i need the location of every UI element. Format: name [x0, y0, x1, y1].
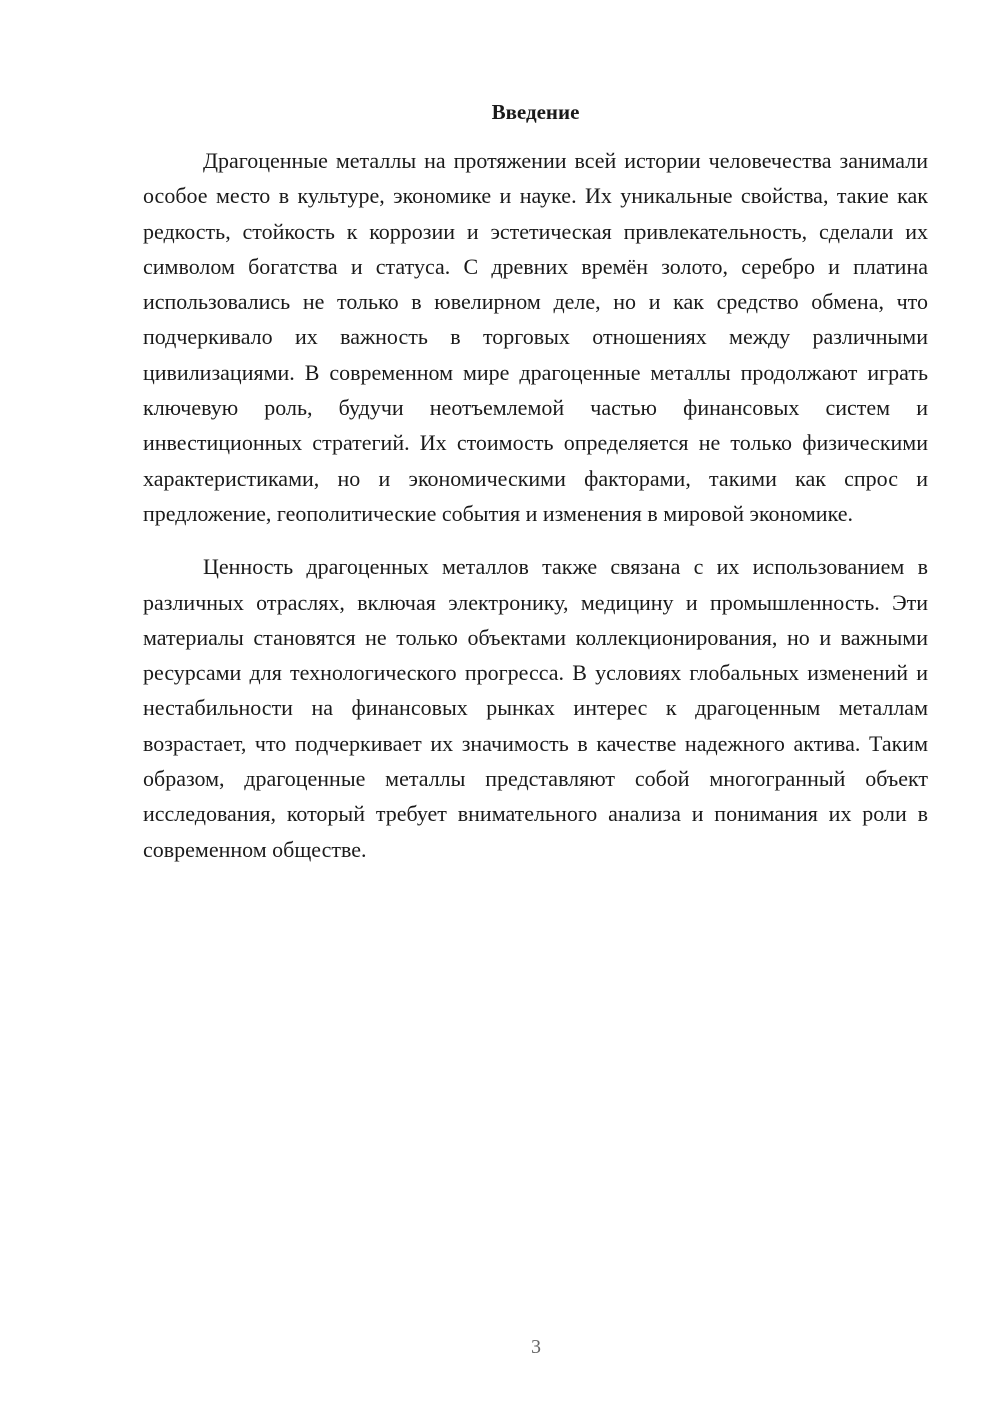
section-heading: Введение	[491, 100, 580, 124]
page-number: 3	[531, 1336, 541, 1358]
paragraph-1: Драгоценные металлы на протяжении всей истории человечества занимали особое место в культуре, экономике и науке. Их уникальные свойства, такие как редкость, стойкость к коррозии и эстетическая привлекательность, сделали их символом богатства и статуса. С древних времён золото, серебро и платина использовались не только в ювелирном деле, но и как средство обмена, что подчеркивало их важность в торговых отношениях между различными цивилизациями. В современном мире драгоценные металлы продолжают играть ключевую роль, будучи неотъемлемой частью финансовых систем и инвестиционных стратегий. Их стоимость определяется не только физическими характеристиками, но и экономическими факторами, такими как спрос и предложение, геополитические события и изменения в мировой экономике.	[143, 148, 928, 526]
paragraph-2: Ценность драгоценных металлов также связана с их использованием в различных отраслях, включая электронику, медицину и промышленность. Эти материалы становятся не только объектами коллекционирования, но и важными ресурсами для технологического прогресса. В условиях глобальных изменений и нестабильности на финансовых рынках интерес к драгоценным металлам возрастает, что подчеркивает их значимость в качестве надежного актива. Таким образом, драгоценные металлы представляют собой многогранный объект исследования, который требует внимательного анализа и понимания их роли в современном обществе.	[143, 554, 928, 862]
page-content	[143, 97, 928, 885]
